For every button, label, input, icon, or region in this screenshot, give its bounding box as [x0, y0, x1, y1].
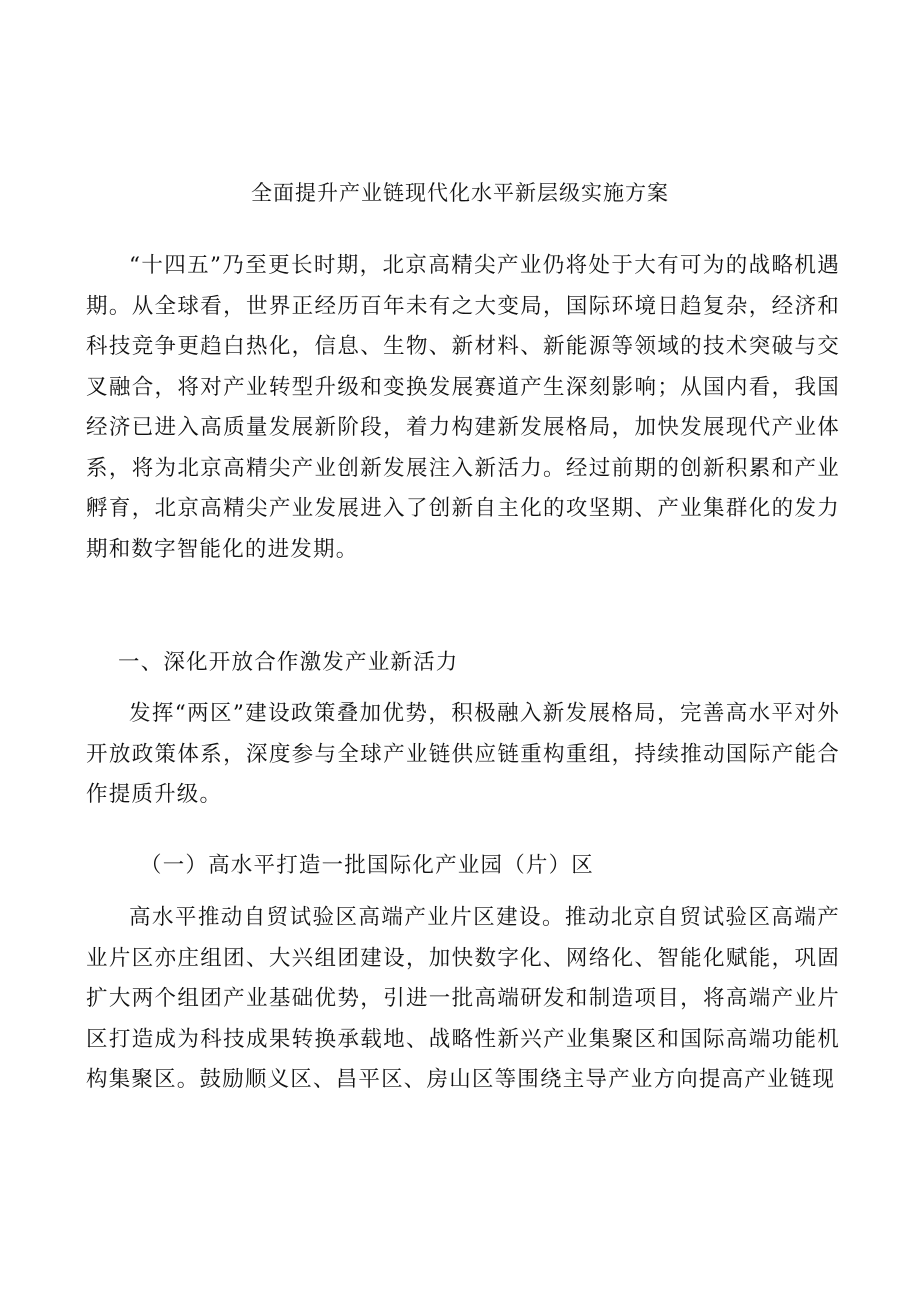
subsection-heading-1: （一）高水平打造一批国际化产业园（片）区 [140, 853, 595, 878]
document-title: 全面提升产业链现代化水平新层级实施方案 [251, 181, 669, 205]
section-heading-1: 一、深化开放合作激发产业新活力 [118, 650, 459, 675]
paragraph-intro: “十四五”乃至更长时期，北京高精尖产业仍将处于大有可为的战略机遇期。从全球看，世界正经历百年未有之大变局，国际环境日趋复杂，经济和科技竞争更趋白热化，信息、生物、新材料、新能源等领域的技术突破与交叉融合，将对产业转型升级和变换发展赛道产生深刻影响；从国内看，我国经济已进入高质量发展新阶段，着力构建新发展格局，加快发展现代产业体系，将为北京高精尖产业创新发展注入新活力。经过前期的创新积累和产业孵育，北京高精尖产业发展进入了创新自主化的攻坚期、产业集群化的发力期和数字智能化的进发期。 [86, 253, 840, 562]
paragraph-subsection-1: 高水平推动自贸试验区高端产业片区建设。推动北京自贸试验区高端产业片区亦庄组团、大兴组团建设，加快数字化、网络化、智能化赋能，巩固扩大两个组团产业基础优势，引进一批高端研发和制造项目，将高端产业片区打造成为科技成果转换承载地、战略性新兴产业集聚区和国际高端功能机构集聚区。鼓励顺义区、昌平区、房山区等围绕主导产业方向提高产业链现 [86, 905, 840, 1092]
paragraph-section-1: 发挥“两区”建设政策叠加优势，积极融入新发展格局，完善高水平对外开放政策体系，深度参与全球产业链供应链重构重组，持续推动国际产能合作提质升级。 [86, 701, 840, 807]
